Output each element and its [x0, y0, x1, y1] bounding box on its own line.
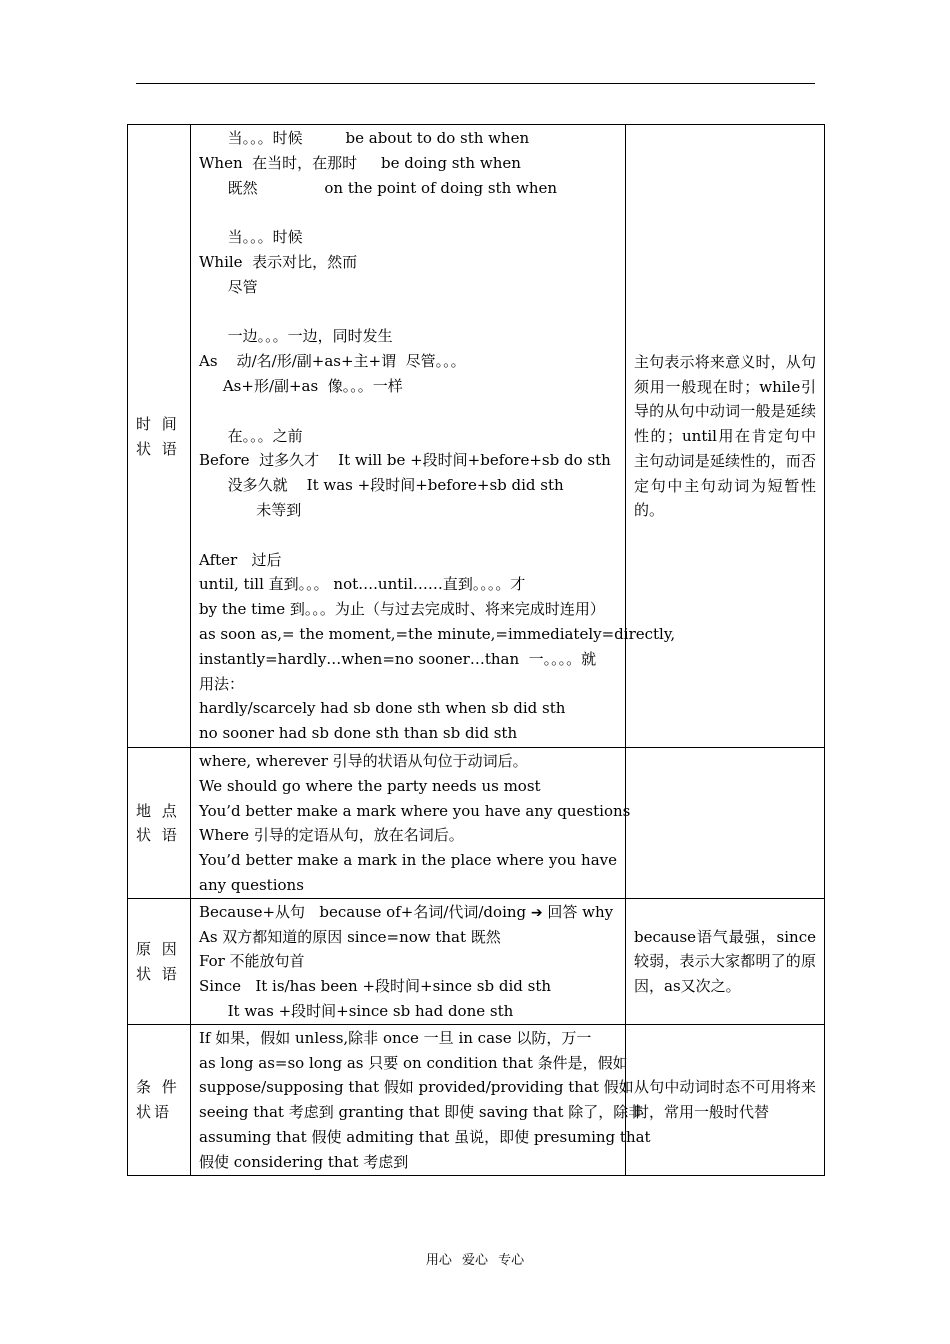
content-line: 假使 considering that 考虑到: [199, 1152, 409, 1171]
content-line: [199, 300, 617, 325]
content-line: as soon as,= the moment,=the minute,=immediately=directly,: [199, 624, 676, 643]
table-row-condition: [128, 1024, 825, 1175]
content-line: 既然 on the point of doing sth when: [199, 178, 558, 197]
category-label: 时 间: [136, 414, 180, 433]
content-line: by the time 到。。。为止（与过去完成时、将来完成时连用）: [199, 600, 605, 619]
content-line: 尽管: [199, 277, 258, 296]
content-line: If 如果，假如 unless,除非 once 一旦 in case 以防，万一: [199, 1028, 592, 1047]
content-line: You’d better make a mark where you have any questions: [199, 801, 631, 820]
content-line: While 表示对比，然而: [199, 252, 358, 271]
note-cell-condition: 从句中动词时态不可用将来时，常用一般时代替: [626, 1024, 825, 1175]
content-line: You’d better make a mark in the place where you have any questions: [199, 851, 617, 894]
content-line: Since It is/has been +段时间+since sb did sth: [199, 977, 552, 996]
page-footer: 用心 爱心 专心: [425, 1253, 525, 1268]
table-row-place: [128, 748, 825, 899]
category-cell-time: [128, 125, 191, 748]
content-line: hardly/scarcely had sb done sth when sb did sth: [199, 699, 566, 718]
content-line: seeing that 考虑到 granting that 即使 saving that 除了，除非: [199, 1103, 644, 1122]
note-cell-time: 主句表示将来意义时，从句须用一般现在时；while引导的从句中动词一般是延续性的；until用在肯定句中主句动词是延续性的，而否定句中主句动词为短暂性的。: [626, 125, 825, 748]
content-text: Because+从句 because of+名词/代词/doing: [199, 902, 531, 921]
category-label: 状语: [136, 1103, 173, 1122]
adverbial-clause-table: [127, 124, 825, 1176]
content-line: until, till 直到。。。 not….until……直到。。。。才: [199, 575, 526, 594]
content-line: We should go where the party needs us most: [199, 776, 541, 795]
content-line: For 不能放句首: [199, 952, 305, 971]
category-label: 原 因: [136, 939, 180, 958]
content-line: Before 过多久才 It will be +段时间+before+sb do sth: [199, 451, 611, 470]
category-label: 条 件: [136, 1078, 180, 1097]
content-line: After 过后: [199, 550, 282, 569]
content-line: [199, 399, 617, 424]
category-label: 状 语: [136, 964, 180, 983]
right-arrow-icon: ➔: [530, 904, 543, 921]
note-cell-place: [626, 748, 825, 899]
content-line: Where 引导的定语从句，放在名词后。: [199, 826, 464, 845]
category-label: 状 语: [136, 826, 180, 845]
note-cell-reason: because语气最强，since较弱，表示大家都明了的原因，as又次之。: [626, 898, 825, 1024]
category-label: 状 语: [136, 439, 180, 458]
content-line: as long as=so long as 只要 on condition that 条件是，假如: [199, 1053, 628, 1072]
header-rule: [136, 83, 815, 84]
content-line: As 动/名/形/副+as+主+谓 尽管。。。: [199, 352, 466, 371]
content-cell-place: [191, 748, 631, 899]
content-cell-time: [191, 125, 676, 748]
content-line: no sooner had sb done sth than sb did sth: [199, 724, 518, 743]
content-line: As 双方都知道的原因 since=now that 既然: [199, 927, 501, 946]
content-line: As+形/副+as 像。。。一样: [199, 376, 403, 395]
content-line: 当。。。时候 be about to do sth when: [199, 129, 530, 147]
content-line: When 在当时，在那时 be doing sth when: [199, 153, 521, 172]
category-cell-reason: [128, 898, 191, 1024]
content-line: [199, 900, 617, 925]
category-label: 地 点: [136, 801, 180, 820]
content-line: [199, 200, 617, 225]
content-line: 当。。。时候: [199, 228, 303, 247]
content-line: where, wherever 引导的状语从句位于动词后。: [199, 752, 528, 770]
table-row-reason: [128, 898, 825, 1024]
content-line: [199, 523, 617, 548]
content-line: suppose/supposing that 假如 provided/providing that 假如: [199, 1078, 634, 1097]
content-cell-condition: [191, 1024, 651, 1175]
content-line: 在。。。之前: [199, 426, 303, 445]
category-cell-place: [128, 748, 191, 899]
content-line: It was +段时间+since sb had done sth: [199, 1001, 514, 1020]
content-cell-reason: [191, 898, 626, 1024]
content-text: 回答 why: [542, 902, 614, 921]
content-line: 未等到: [199, 500, 302, 519]
content-line: 用法：: [199, 674, 245, 693]
content-line: instantly=hardly…when=no sooner…than 一。。。。就: [199, 649, 597, 668]
category-cell-condition: [128, 1024, 191, 1175]
content-line: 没多久就 It was +段时间+before+sb did sth: [199, 476, 564, 495]
content-line: 一边。。。一边，同时发生: [199, 327, 393, 346]
table-row-time: [128, 125, 825, 748]
content-line: assuming that 假使 admiting that 虽说，即使 presuming that: [199, 1127, 651, 1146]
